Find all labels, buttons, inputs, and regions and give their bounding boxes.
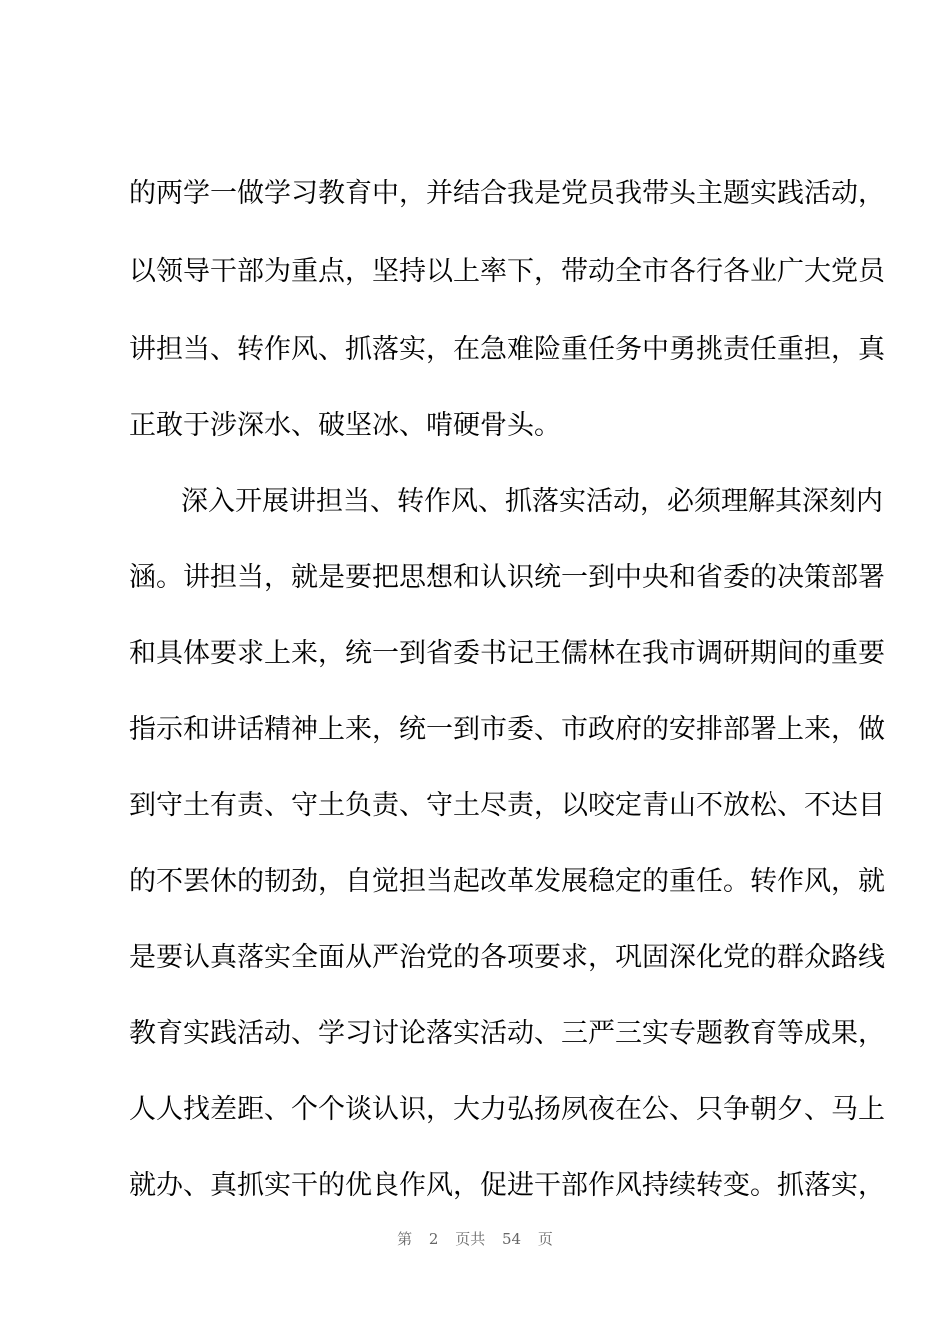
text-line: 的两学一做学习教育中，并结合我是党员我带头主题实践活动，: [129, 178, 885, 209]
text-line: 正敢于涉深水、破坚冰、啃硬骨头。: [129, 410, 561, 441]
paragraph-first-line: 深入开展讲担当、转作风、抓落实活动，必须理解其深刻内: [181, 486, 883, 517]
text-line: 以领导干部为重点，坚持以上率下，带动全市各行各业广大党员: [129, 256, 885, 287]
text-line: 讲担当、转作风、抓落实，在急难险重任务中勇挑责任重担，真: [129, 334, 885, 365]
page-number-footer: 第 2 页共 54 页: [397, 1230, 553, 1248]
text-line: 和具体要求上来，统一到省委书记王儒林在我市调研期间的重要: [129, 638, 885, 669]
text-line: 就办、真抓实干的优良作风，促进干部作风持续转变。抓落实，: [129, 1170, 885, 1201]
text-line: 教育实践活动、学习讨论落实活动、三严三实专题教育等成果，: [129, 1018, 885, 1049]
text-line: 的不罢休的韧劲，自觉担当起改革发展稳定的重任。转作风，就: [129, 866, 885, 897]
text-line: 到守土有责、守土负责、守土尽责，以咬定青山不放松、不达目: [129, 790, 885, 821]
text-line: 是要认真落实全面从严治党的各项要求，巩固深化党的群众路线: [129, 942, 885, 973]
text-line: 人人找差距、个个谈认识，大力弘扬夙夜在公、只争朝夕、马上: [129, 1094, 885, 1125]
text-line: 涵。讲担当，就是要把思想和认识统一到中央和省委的决策部署: [129, 562, 885, 593]
text-line: 指示和讲话精神上来，统一到市委、市政府的安排部署上来，做: [129, 714, 885, 745]
